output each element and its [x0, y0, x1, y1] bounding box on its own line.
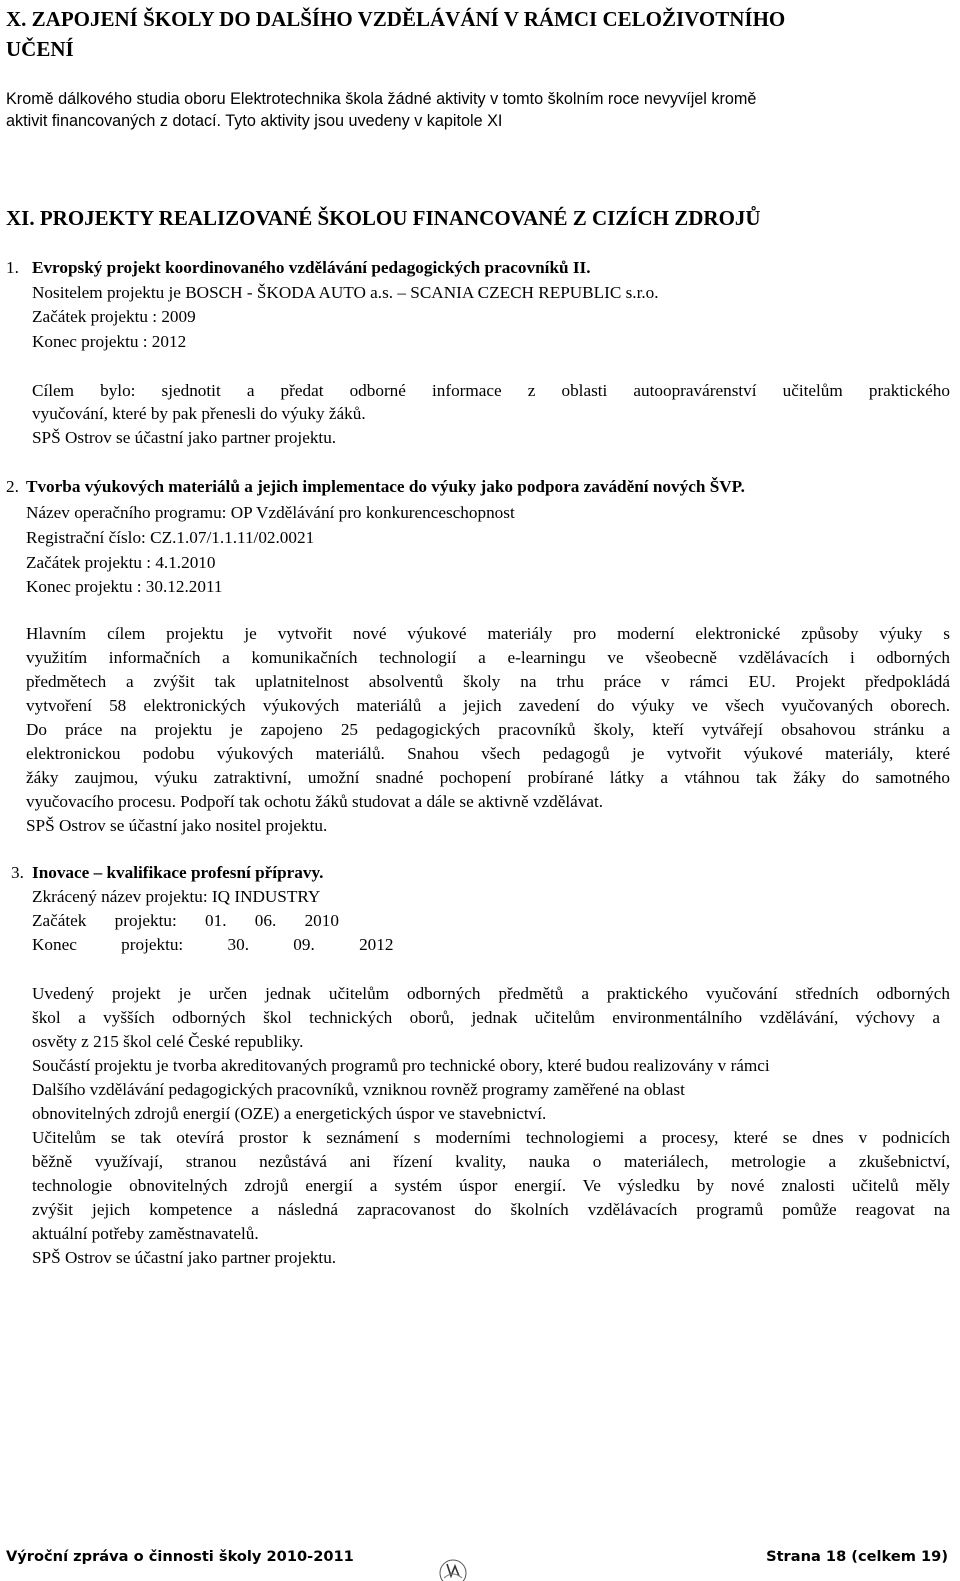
section-x-title-line2: UČENÍ — [6, 37, 74, 61]
project-2-description-line: vyučovacího procesu. Podpoří tak ochotu žáků studovat a dále se aktivně vzdělávat. — [26, 792, 604, 811]
footer-right: Strana 18 (celkem 19) — [766, 1548, 948, 1565]
project-3-description-line: škol a vyšších odborných škol technických oborů, jednak učitelům environmentálního vzdělávání, výchovy a — [32, 1008, 940, 1027]
project-3-description-line: SPŠ Ostrov se účastní jako partner projektu. — [32, 1248, 337, 1267]
project-1-description-line: Cílem bylo: sjednotit a předat odborné informace z oblasti autoopravárenství učitelům praktického — [32, 381, 950, 400]
project-2-description-line: Do práce na projektu je zapojeno 25 pedagogických pracovníků školy, kteří vytvářejí obsahovou stránku a — [26, 720, 950, 739]
project-2-meta: Začátek projektu : 4.1.2010 — [26, 553, 216, 572]
project-3-title: Inovace – kvalifikace profesní přípravy. — [32, 863, 324, 882]
section-xi-title: XI. PROJEKTY REALIZOVANÉ ŠKOLOU FINANCOVANÉ Z CIZÍCH ZDROJŮ — [6, 206, 761, 230]
project-3-meta: Konec projektu: 30. 09. 2012 — [32, 935, 394, 954]
project-2-title: Tvorba výukových materiálů a jejich implementace do výuky jako podpora zavádění nových ŠVP. — [26, 477, 745, 496]
project-3-meta: Začátek projektu: 01. 06. 2010 — [32, 911, 339, 930]
project-2-description-line: SPŠ Ostrov se účastní jako nositel projektu. — [26, 816, 328, 835]
project-2-description-line: Hlavním cílem projektu je vytvořit nové výukové materiály pro moderní elektronické způsoby výuky s — [26, 624, 950, 643]
project-1-number: 1. — [6, 258, 19, 277]
project-3-description-line: Uvedený projekt je určen jednak učitelům odborných předmětů a praktického vyučování středních odborných — [32, 984, 950, 1003]
project-3-description-line: běžně využívají, stranou nezůstává ani řízení kvality, nauka o materiálech, metrologie a zkušebnictví, — [32, 1152, 950, 1171]
project-1-title: Evropský projekt koordinovaného vzdělávání pedagogických pracovníků II. — [32, 258, 591, 277]
section-x-body-line: Kromě dálkového studia oboru Elektrotechnika škola žádné aktivity v tomto školním roce nevyvíjel kromě — [6, 90, 757, 108]
project-2-description-line: elektronickou podobu výukových materiálů. Snahou všech pedagogů je vytvořit výukové materiály, které — [26, 744, 950, 763]
project-3-description-line: technologie obnovitelných zdrojů energií a systém úspor energií. Ve výsledku by nové znalosti učitelů měly — [32, 1176, 950, 1195]
footer-left: Výroční zpráva o činnosti školy 2010-2011 — [6, 1548, 354, 1565]
project-1-meta: Začátek projektu : 2009 — [32, 307, 196, 326]
project-3-description-line: Součástí projektu je tvorba akreditovaných programů pro technické obory, které budou realizovány v rámci — [32, 1056, 770, 1075]
project-1-meta: Nositelem projektu je BOSCH - ŠKODA AUTO a.s. – SCANIA CZECH REPUBLIC s.r.o. — [32, 283, 659, 302]
project-3-number: 3. — [11, 863, 24, 882]
project-2-meta: Název operačního programu: OP Vzdělávání pro konkurenceschopnost — [26, 503, 515, 522]
project-2-meta: Konec projektu : 30.12.2011 — [26, 577, 223, 596]
project-2-description-line: žáky zaujmou, výuku zatraktivní, umožní snadné pochopení probírané látky a vtáhnou tak žáky do samotného — [26, 768, 950, 787]
project-3-description-line: zvýšit jejich kompetence a následná zapracovanost do školních vzdělávacích programů pomůže reagovat na — [32, 1200, 950, 1219]
project-1-meta: Konec projektu : 2012 — [32, 332, 187, 351]
project-3-description-line: obnovitelných zdrojů energií (OZE) a energetických úspor ve stavebnictví. — [32, 1104, 547, 1123]
project-1-description-line: SPŠ Ostrov se účastní jako partner projektu. — [32, 428, 337, 447]
section-x-body-line: aktivit financovaných z dotací. Tyto aktivity jsou uvedeny v kapitole XI — [6, 112, 503, 130]
project-2-description-line: vytvoření 58 elektronických výukových materiálů a jejich zavedení do výuky ve všech vyučovaných oborech. — [26, 696, 950, 715]
project-2-meta: Registrační číslo: CZ.1.07/1.1.11/02.0021 — [26, 528, 315, 547]
project-2-description-line: předmětech a zvýšit tak uplatnitelnost absolventů školy na trhu práce v rámci EU. Projekt předpokládá — [26, 672, 950, 691]
school-logo-icon — [436, 1556, 470, 1581]
project-2-description-line: využitím informačních a komunikačních technologií a e-learningu ve všeobecně vzdělávacích i odborných — [26, 648, 950, 667]
project-3-description-line: Učitelům se tak otevírá prostor k seznámení s moderními technologiemi a procesy, které se dnes v podnicích — [32, 1128, 950, 1147]
project-3-description-line: osvěty z 215 škol celé České republiky. — [32, 1032, 304, 1051]
project-1-description-line: vyučování, které by pak přenesli do výuky žáků. — [32, 404, 366, 423]
project-2-number: 2. — [6, 477, 19, 496]
project-3-meta: Zkrácený název projektu: IQ INDUSTRY — [32, 887, 321, 906]
section-x-title-line1: X. ZAPOJENÍ ŠKOLY DO DALŠÍHO VZDĚLÁVÁNÍ V RÁMCI CELOŽIVOTNÍHO — [6, 7, 786, 31]
project-3-description-line: Dalšího vzdělávání pedagogických pracovníků, vzniknou rovněž programy zaměřené na oblast — [32, 1080, 685, 1099]
project-3-description-line: aktuální potřeby zaměstnavatelů. — [32, 1224, 259, 1243]
